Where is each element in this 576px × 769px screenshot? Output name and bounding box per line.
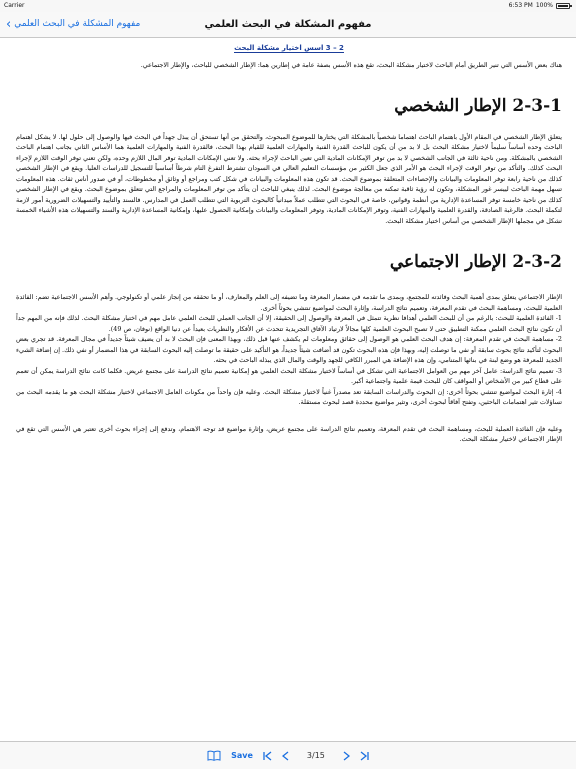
document-page[interactable] [16,40,562,736]
social-framework-items [16,292,562,408]
social-item: 4- إثارة البحث لمواضيع تنتشي بحوثاً أخرى: إن البحوث والدراسات السابقة تعد مصدراً غنياً لاختيار مشكلة البحث. وعليه فإن واحداً من مكونات العامل الاجتماعي لاختيار مشكلة البحث هو ما يقدمه البحث من تساؤلات تثير اهتمامات الباحثين، وتفتح آفاقاً لبحوث أخرى، وتثير مواضيع محددة قصد لبحوث مستقلة. [16,387,562,406]
book-icon[interactable] [207,750,221,761]
section-heading-text: 2 – 3 اسس اختيار مشكلة البحث [234,44,344,52]
status-right [509,0,570,12]
heading-personal-framework: 2-3-1 الإطار الشخصي [394,95,562,116]
nav-title: مفهوم المشكلة في البحث العلمي [204,19,372,30]
status-bar [0,0,576,12]
back-button[interactable] [6,12,140,37]
bottom-toolbar [0,741,576,769]
toolbar-controls [0,742,576,769]
next-page-icon[interactable] [343,751,350,761]
battery-fill [558,5,568,7]
back-label: مفهوم المشكلة في البحث العلمي [14,19,141,29]
battery-percent: 100% [535,2,553,9]
time-label: 6:53 PM [508,2,533,9]
last-page-icon[interactable] [360,751,369,761]
paragraph-personal-framework: يتعلق الإطار الشخصي في المقام الأول باهتمام الباحث اهتماما شخصياً بالمشكلة التي يختارها للموضوع المبحوث، والتحقق من أنها تستحق أن يبذل جهداً في البحث فيها والوصول إلى حلول لها. لا يشكل اهتمام الباحث وحده أساساً سليماً لاختيار مشكلة البحث بل لا بد من أن يكون للباحث القدرة الفنية والمهارات العلمية للقيام بهذا البحث، فالقدرة الفنية والمهارات العلمية هما الأساس الثاني بجانب اهتمام الباحث الشخصي بالمشكلة. ومن ناحية ثالثة في الجانب الشخصي لا بد من توفر الإمكانات المادية التي تعين الباحث لإجراء بحثه. ولا تعني الإمكانات المادية توفر المال اللازم وحده، ولكن تعني توفر الوقت اللازم لإجراء البحث كذلك. والتأكد من توفر الوقت لإجراء البحث هو الأمر الذي جعل الكثير من مؤسسات التعليم العالي في السودان تشترط التفرغ التام شرطاً أساسياً للتسجيل للدراسات العليا. ويقع في الإطار الشخصي كذلك من ناحية رابعة توفر المعلومات والبيانات والإحصاءات المتعلقة بموضوع البحث. قد تكون هذه المعلومات والبيانات في شكل كتب ومراجع أو وثائق أو مخطوطات، أو في صدور أناس ثقات. هذه المعلومات تسهل مهمة الباحث لييسر غور المشكلة، وتكون له رؤية ثاقبة تمكنه من معالجة موضوع البحث. لذلك ينبغي للباحث أن يتأكد من توفر المعلومات والمراجع التي تتعلق بموضوع البحث. ويقع في الإطار الشخصي كذلك من ناحية خامسة توفر المساعدة الإدارية من أنظمة وقوانين، خاصة في البحوث التي تتطلب عملاً ميدانياً كالبحوث التربوية التي تتطلب العمل في المدارس. فالسند والتأييد والتسهيلات الضرورية أمور لازمة لتكملة البحث. فالرغبة الصادقة، والقدرة العلمية والمهارات الفنية، وتوفر الإمكانات المادية، وتوفر المعلومات والبيانات وإمكانية الحصول عليها، وإمكانية المساعدة الإدارية والسند والتسهيلات هذه الأشياء الخمسة تشكل في مجملها الإطار الشخصي من أساس اختيار مشكلة البحث. [16,132,562,225]
social-item: 2- مساهمة البحث في تقدم المعرفة: إن هدف البحث العلمي هو الوصول إلى حقائق ومعلومات لم يكشف عنها قبل ذلك، وبهذا المعنى فإن البحث لا بد أن يضيف شيئاً جديداً في مجال المعرفة. قد تجري بعض البحوث لتأكيد نتائج بحوث سابقة أو نفي ما توصلت إليه، وبهذا فإن هذه البحوث تكون قد أضافت شيئاً جديداً، هو التأكيد على حقيقة ما توصلت إليه البحوث السابقة في هذا المضمار أو نفي ذلك. إن إضافة الشيء الجديد للمعرفة هو وضع لبنة في بنائها المتنامي، وإن هذه الإضافة هي المبرر الكافي للجهد والوقت والمال الذي يبذله الباحث في بحثه. [16,335,562,364]
navigation-bar [0,12,576,38]
heading-social-framework: 2-3-2 الإطار الاجتماعي [389,252,562,272]
prev-page-icon[interactable] [282,751,289,761]
battery-icon [556,3,570,9]
social-item: الإطار الاجتماعي يتعلق بمدى أهمية البحث وفائدته للمجتمع، وبمدى ما تقدمه في مضمار المعرفة وما تضيفه إلى العلم والمعارف، أو ما تحققه من إنجاز علمي أو تكنولوجي. وأهم الأسس الاجتماعية تضم: الفائدة العلمية للبحث، ومساهمة البحث في تقدم المعرفة، وتعميم نتائج الدراسة، وإثارة البحث لمواضيع تنتشي بحوثاً أخرى. [16,293,562,312]
section-heading [16,42,562,54]
carrier-label: Carrier [4,2,25,9]
save-button[interactable]: Save [231,751,253,760]
first-page-icon[interactable] [263,751,272,761]
conclusion-paragraph: وعليه فإن الفائدة العملية للبحث، ومساهمة البحث في تقدم المعرفة، وتعميم نتائج الدراسة على مجتمع عريض، وإثارة مواضيع قد توجه الاهتمام، وتدفع إلى إجراء بحوث أخرى تعتبر هي الأسس التي تقع في الإطار الاجتماعي لاختيار مشكلة البحث. [16,424,562,443]
intro-paragraph: هناك بعض الأسس التي تنير الطريق أمام الباحث لاختيار مشكلة البحث، تقع هذه الأسس بصفة عامة في إطارين هما: الإطار الشخصي للباحث، والإطار الاجتماعي. [140,61,562,69]
page-indicator: 3/15 [306,751,325,760]
social-item: 3- تعميم نتائج الدراسة: عامل آخر مهم من العوامل الاجتماعية التي تشكل في أساساً لاختيار مشكلة البحث العلمي هو إمكانية تعميم نتائج الدراسة على مجتمع عريض. فكلما كانت نتائج الدراسة يمكن أن تعمم على قطاع كبير من الأشخاص أو المواقف كان للبحث قيمة علمية واجتماعية أكبر. [16,366,562,385]
social-item: 1- الفائدة العلمية للبحث: بالرغم من أن للبحث العلمي أهدافا نظرية تتمثل في المعرفة والوصول إلى الحقيقة، إلا أن الجانب العملي للبحث العلمي عامل مهم في اختيار مشكلة البحث. لذلك فإنه من المهم جداً أن تكون نتائج البحث العلمي ممكنة التطبيق حتى لا تصبح البحوث العلمية كلها مجالاً لارتياد الآفاق التجريدية تتحدث عن الأفكار والنظريات بعيداً عن دنيا الواقع (نوفان، ص 49). [16,314,562,333]
chevron-left-icon: ‹ [6,17,12,32]
